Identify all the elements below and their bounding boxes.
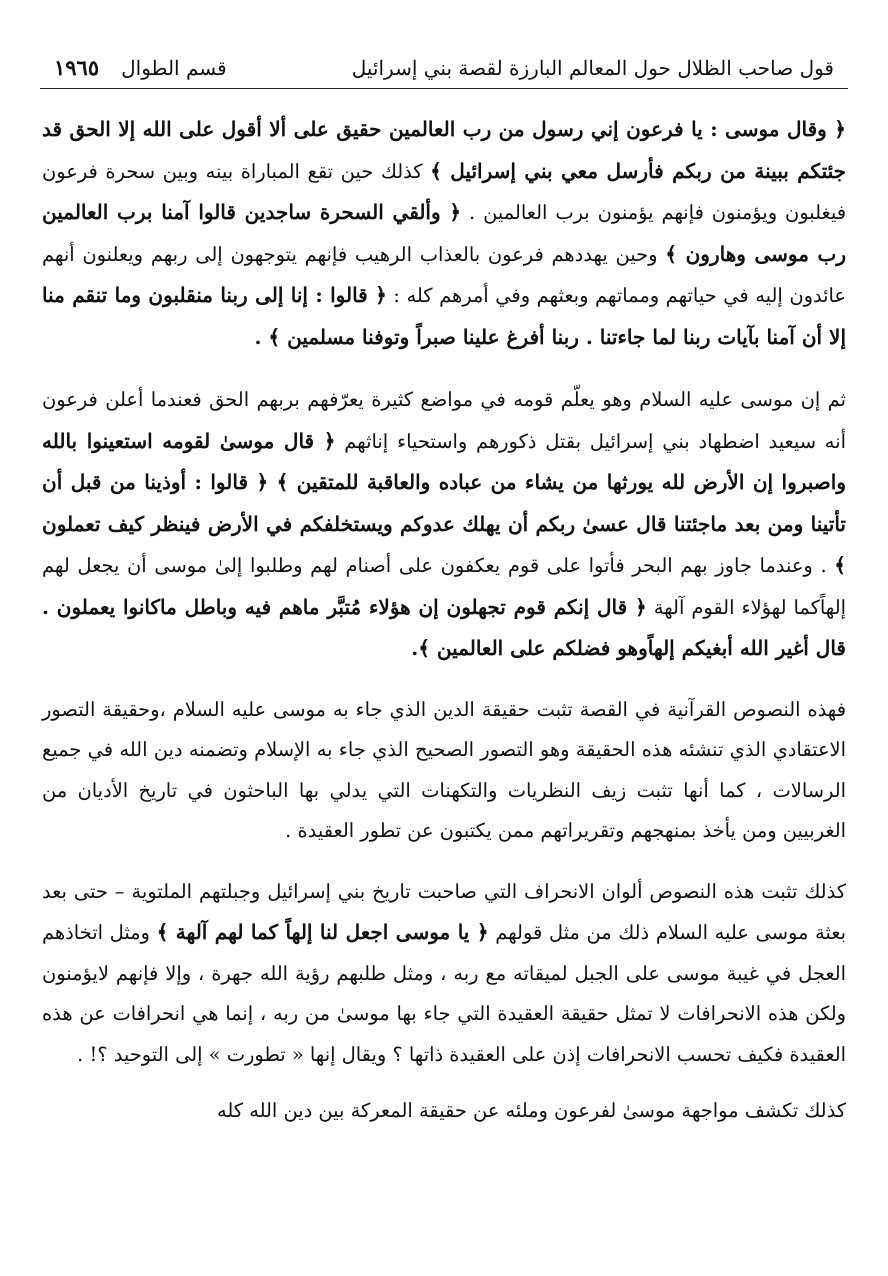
paragraph (42, 380, 846, 670)
quran-verse: ﴿ وقال موسى : يا فرعون إني رسول من رب العالمين حقيق على ألا أقول على الله إلا الحق قد جئتكم ببينة من ربكم فأرسل معي بني إسرائيل ﴾ (42, 117, 847, 183)
quran-verse: ﴿ يا موسى اجعل لنا إلهاً كما لهم آلهة ﴾ (156, 920, 489, 944)
body-text: كذلك تكشف مواجهة موسىٰ لفرعون وملئه عن حقيقة المعركة بين دين الله كله (216, 1099, 846, 1122)
page-number: ١٩٦٥ (54, 55, 100, 80)
body-text: . وعندما جاوز بهم البحر فأتوا على قوم يعكفون على أصنام لهم وطلبوا إلىٰ موسى أن يجعل لهم إلهاًكما لهؤلاء القوم آلهة (42, 554, 846, 619)
quran-verse: ﴿ قال إنكم قوم تجهلون إن هؤلاء مُتبَّر ماهم فيه وباطل ماكانوا يعملون . قال أغير الله أبغيكم إلهاًوهو فضلكم على العالمين ﴾. (42, 594, 846, 660)
header-left-group (54, 48, 227, 88)
body-text: وحين يهددهم فرعون بالعذاب الرهيب فإنهم يتوجهون إلى ربهم ويعلنون أنهم عائدون إليه في حياتهم ومماتهم وبعثهم وفي أمرهم كله : (42, 242, 846, 307)
body-text: ومثل اتخاذهم العجل في غيبة موسى على الجبل لميقاته مع ربه ، ومثل طلبهم رؤية الله جهرة ، وإلا فإنهم لايؤمنون ولكن هذه الانحرافات لا تمثل حقيقة العقيدة التي جاء بها موسىٰ من ربه ، إنما هي انحرافات عن هذه العقيدة فكيف تحسب الانحرافات إذن على العقيدة ذاتها ؟ ويقال إنها « تطورت » إلى التوحيد ؟! . (42, 921, 846, 1066)
body-text: كذلك تثبت هذه النصوص ألوان الانحراف التي صاحبت تاريخ بني إسرائيل وجبلتهم الملتوية – حتى بعد بعثة موسى عليه السلام ذلك من مثل قولهم (42, 879, 847, 944)
body-text: ثم إن موسى عليه السلام وهو يعلّم قومه في مواضع كثيرة يعرّفهم بربهم الحق فعندما أعلن فرعون أنه سيعيد اضطهاد بني إسرائيل بقتل ذكورهم واستحياء إناثهم (42, 388, 846, 453)
body-text: فهذه النصوص القرآنية في القصة تثبت حقيقة الدين الذي جاء به موسى عليه السلام ،وحقيقة التصور الاعتقادي الذي تنشئه هذه الحقيقة وهو التصور الصحيح الذي جاء به الإسلام وتضمنه دين الله في جميع الرسالات ، كما أنها تثبت زيف النظريات والتكهنات التي يدلي بها الباحثون في تاريخ الأديان من الغربيين ومن يأخذ بمنهجهم وتقريراتهم ممن يكتبون عن تطور العقيدة . (42, 697, 846, 842)
paragraph (42, 872, 846, 1076)
quran-verse: ﴿ وألقي السحرة ساجدين قالوا آمنا برب العالمين رب موسى وهارون ﴾ (42, 200, 847, 266)
paragraph (42, 1091, 846, 1132)
quran-verse: ﴿ قالوا : إنا إلى ربنا منقلبون وما تنقم منا إلا أن آمنا بآيات ربنا لما جاءتنا . ربنا أفرغ علينا صبراً وتوفنا مسلمين ﴾ . (42, 283, 846, 349)
page-body (40, 109, 848, 1132)
running-header (40, 48, 848, 89)
header-section: قسم الطوال (121, 56, 227, 80)
header-title: قول صاحب الظلال حول المعالم البارزة لقصة بني إسرائيل (351, 56, 834, 80)
paragraph (42, 690, 846, 852)
book-page (40, 48, 848, 1132)
paragraph (42, 109, 846, 358)
quran-verse: ﴿ قال موسىٰ لقومه استعينوا بالله واصبروا إن الأرض لله يورثها من يشاء من عباده والعاقبة للمتقين ﴾ ﴿ قالوا : أوذينا من قبل أن تأتينا ومن بعد ماجئتنا قال عسىٰ ربكم أن يهلك عدوكم ويستخلفكم في الأرض فينظر كيف تعملون ﴾ (42, 428, 846, 577)
body-text: كذلك حين تقع المباراة بينه وبين سحرة فرعون فيغلبون ويؤمنون فإنهم يؤمنون برب العالمين . (42, 159, 846, 224)
